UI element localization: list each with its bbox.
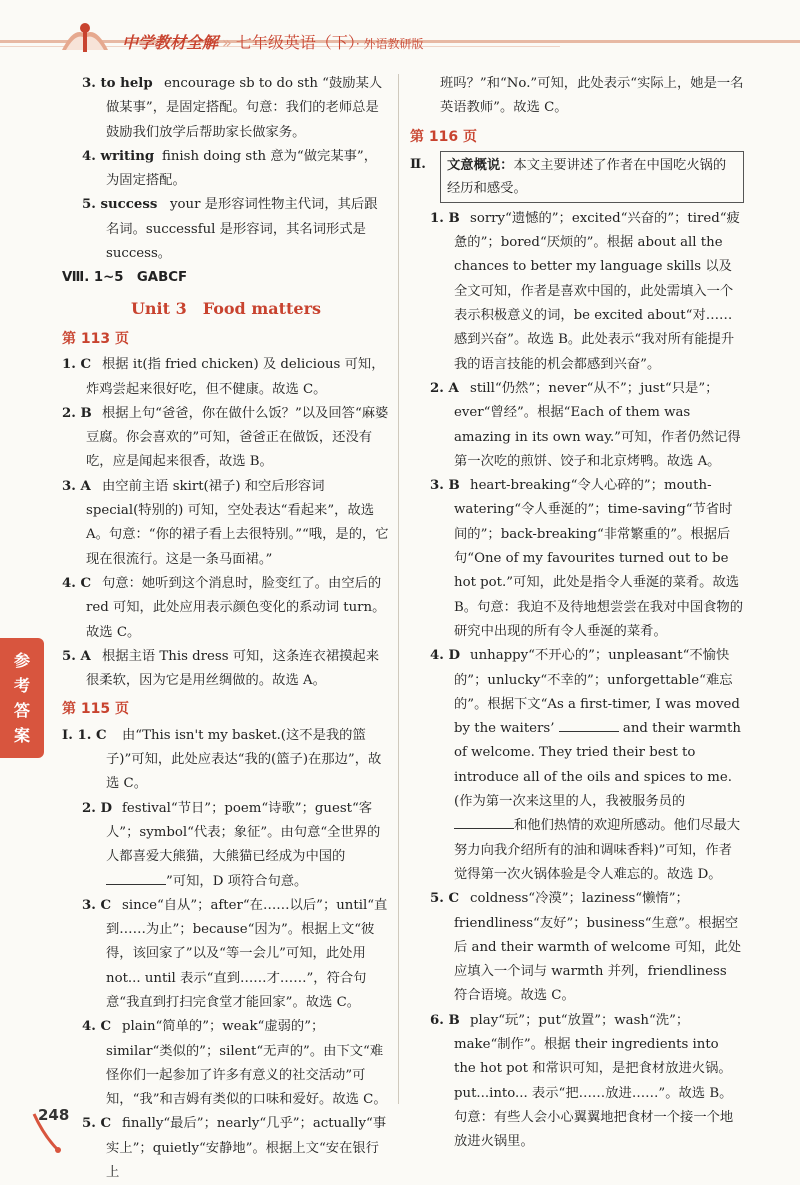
- page-label-115: 第 115 页: [62, 701, 129, 718]
- answer-item: 4. C plain“简单的”；weak“虚弱的”；similar“类似的”；silent“无声的”。由下文“难怪你们一起参加了许多有意义的社交活动”可知，“我”和吉姆有类似的口味和爱好。故选 C。: [82, 1019, 387, 1108]
- answer-item: 4. C 句意：她听到这个消息时，脸变红了。由空后的 red 可知，此处应用表示颜色变化的系动词 turn。故选 C。: [62, 575, 386, 640]
- answer-item: 5. success your 是形容词性物主代词，其后跟名词。successful 是形容词，其名词形式是 success。: [82, 197, 378, 262]
- section-viii: Ⅷ. 1~5 GABCF: [62, 270, 188, 286]
- answer-item: Ⅰ. 1. C 由“This isn't my basket.(这不是我的篮子)”可知，此处应表达“我的(篮子)在那边”，故选 C。: [62, 727, 382, 792]
- left-column: [62, 72, 390, 1185]
- answer-item: 3. C since“自从”；after“在……以后”；until“直到……为止”；because“因为”。根据上文“彼得，该回家了”以及“等一会儿”可知，此处用 not... until 表示“直到……才……”，符合句意“我直到打扫完食堂才能回家”。故选 C。: [82, 897, 388, 1010]
- answer-item: 5. C coldness“冷漠”；laziness“懒惰”；friendliness“友好”；business“生意”。根据空后 and their warmth of welcome 可知，此处应填入一个词与 warmth 并列，friendliness 符合语境。故选 C。: [430, 891, 742, 1004]
- fill-blank: [454, 814, 514, 829]
- answer-item: 1. B sorry“遗憾的”；excited“兴奋的”；tired“疲惫的”；bored“厌烦的”。根据 about all the chances to better my language skills 以及全文可知，作者是喜欢中国的，此处需填入一个表示积极意义的词，be excited about“对……感到兴奋”。故选 B。此处表示“我对所有能提升我的语言技能的机会都感到兴奋”。: [430, 210, 740, 372]
- edition-label: · 外语教研版: [355, 37, 424, 51]
- summary-label: 文意概说：: [447, 157, 514, 173]
- side-tab-label: 参 考 答 案: [13, 651, 30, 745]
- continued-text: 班吗？”和“No.”可知，此处表示“实际上，她是一名英语教师”。故选 C。: [440, 76, 744, 116]
- book-title: 七年级英语（下）: [235, 33, 356, 52]
- page-label-116: 第 116 页: [410, 128, 477, 145]
- answer-item: 6. B play“玩”；put“放置”；wash“洗”；make“制作”。根据 their ingredients into the hot pot 和常识可知，是把食材放进火锅。put...into... 表示“把……放进……”。故选 B。句意：有些人会小心翼翼地把食材一个接一个地放进火锅里。: [430, 1012, 734, 1150]
- answer-item: 2. A still“仍然”；never“从不”；just“只是”；ever“曾经”。根据“Each of them was amazing in its own way.”可知，作者仍然记得第一次吃的煎饼、饺子和北京烤鸭。故选 A。: [430, 380, 741, 469]
- unit-title: Unit 3 Food matters: [130, 298, 322, 318]
- section-roman: Ⅱ.: [410, 156, 426, 172]
- summary-box: [440, 151, 744, 203]
- right-column: [410, 72, 744, 1154]
- answer-item: 3. B heart-breaking“令人心碎的”；mouth-watering“令人垂涎的”；time-saving“节省时间的”；back-breaking“非常繁重的”。根据后句“One of my favourites turned out to be hot pot.”可知，此处是指令人垂涎的菜肴。故选 B。句意：我迫不及待地想尝尝在我对中国食物的研究中出现的所有令人垂涎的菜肴。: [430, 478, 744, 639]
- answer-item: 5. A 根据主语 This dress 可知，这条连衣裙摸起来很柔软，因为它是用丝绸做的。故选 A。: [62, 648, 380, 689]
- answer-item: 4. writing finish doing sth 意为“做完某事”，为固定搭配。: [82, 148, 378, 189]
- page-number: 248: [38, 1106, 70, 1124]
- column-divider: [398, 74, 399, 1104]
- answer-item: 5. C finally“最后”；nearly“几乎”；actually“事实上”；quietly“安静地”。根据上文“安在银行上: [82, 1116, 387, 1181]
- answer-item: 3. A 由空前主语 skirt(裙子) 和空后形容词 special(特别的) 可知，空处表达“看起来”，故选 A。句意：“你的裙子看上去很特别。”“哦，是的，它现在很流行。这是一条马面裙。”: [62, 478, 389, 567]
- answer-item: 2. D festival“节日”；poem“诗歌”；guest“客人”；symbol“代表；象征”。由句意“全世界的人都喜爱大熊猫，大熊猫已经成为中国的”可知，D 项符合句意。: [82, 800, 381, 889]
- answer-key-tab: [0, 638, 44, 758]
- summary-row: [410, 151, 744, 203]
- answer-item: 2. B 根据上句“爸爸，你在做什么饭？”以及回答“麻婆豆腐。你会喜欢的”可知，爸爸正在做饭，还没有吃，应是闻起来很香，故选 B。: [62, 405, 389, 470]
- fill-blank: [106, 870, 166, 885]
- page-label-113: 第 113 页: [62, 330, 129, 347]
- book-logo-icon: [54, 20, 116, 60]
- summary-text: 本文主要讲述了作者在中国吃火锅的经历和感受。: [447, 157, 727, 196]
- fill-blank: [559, 717, 619, 732]
- answer-item: 4. D unhappy“不开心的”；unpleasant“不愉快的”；unlucky“不幸的”；unforgettable“难忘的”。根据下文“As a first-timer, I was moved by the waiters’ and their warmth of welcome. They tried their best to introduce all of the oils and spices to me.(作为第一次来这里的人，我被服务员的和他们热情的欢迎所感动。他们尽最大努力向我介绍所有的油和调味香料)”可知，作者觉得第一次火锅体验是令人难忘的。故选 D。: [430, 648, 741, 882]
- brand-title: 中学教材全解: [122, 33, 219, 52]
- answer-item: 1. C 根据 it(指 fried chicken) 及 delicious 可知，炸鸡尝起来很好吃，但不健康。故选 C。: [62, 357, 385, 397]
- page-header: [0, 0, 800, 64]
- answer-item: 3. to help encourage sb to do sth “鼓励某人做某事”，是固定搭配。句意：我们的老师总是鼓励我们放学后帮助家长做家务。: [82, 76, 383, 140]
- header-title: 中学教材全解 » 七年级英语（下）· 外语教研版: [122, 33, 424, 52]
